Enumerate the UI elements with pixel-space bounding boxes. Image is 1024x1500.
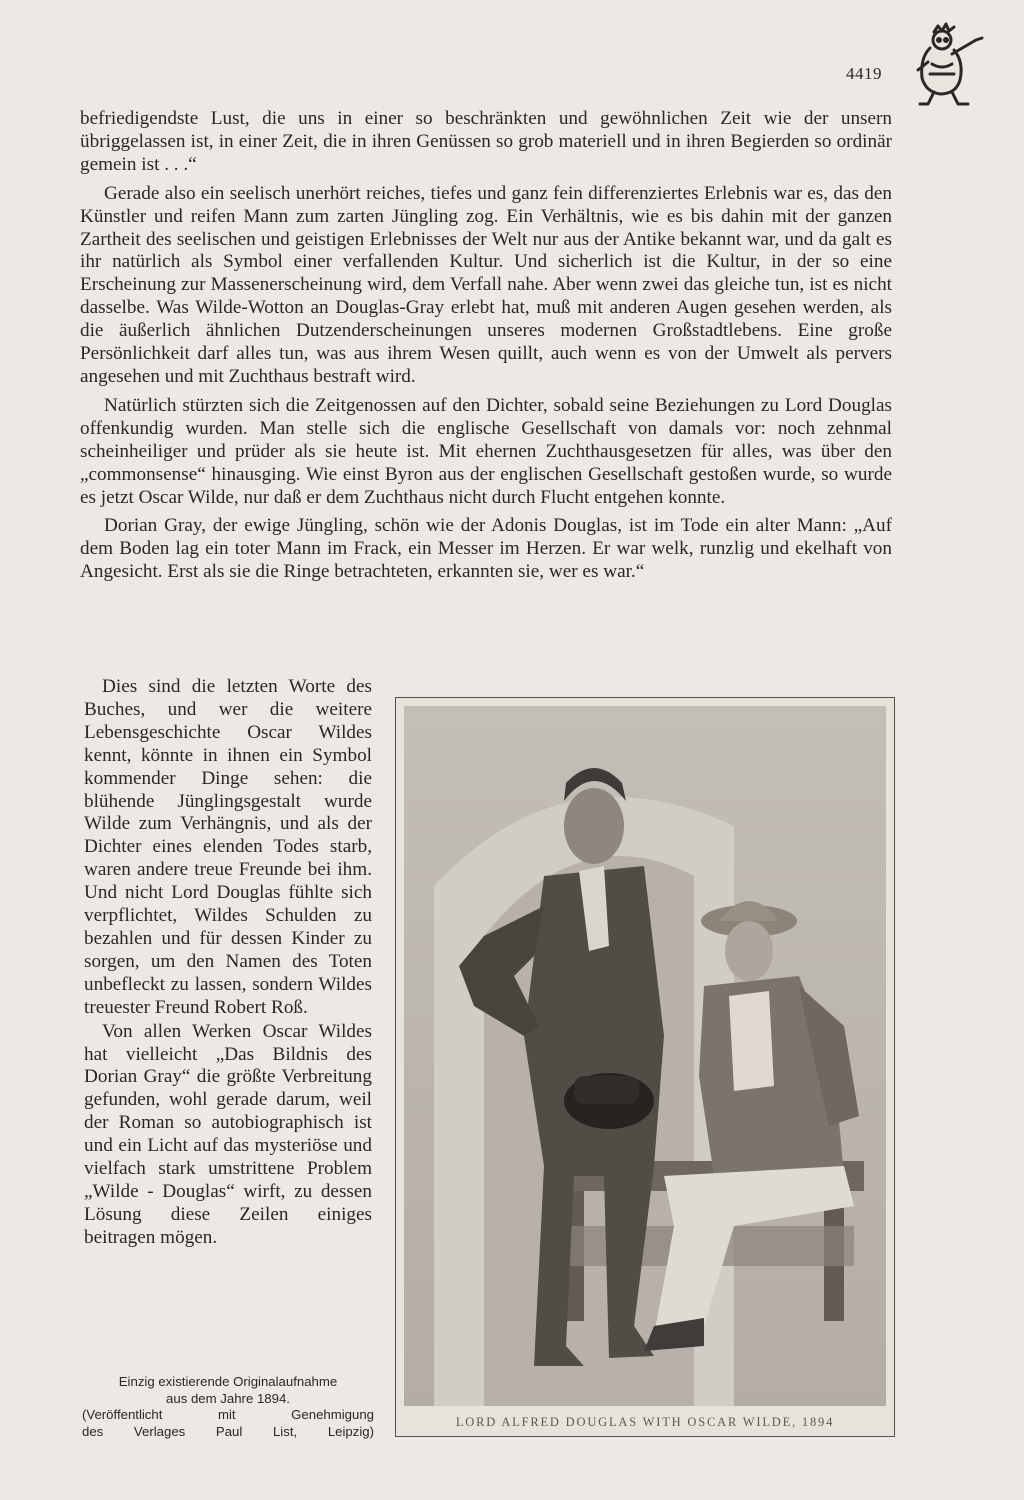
paragraph-3: Natürlich stürzten sich die Zeitgenossen auf den Dichter, sobald seine Beziehungen zu Lord Douglas offenkundig wurden. Man stelle sich die englische Gesellschaft von damals vor: noch zehnmal scheinheiliger und prüder als sie heute ist. Mit ehernen Zuchthausgesetzen für alles, was über den „commonsense“ hinausging. Wie einst Byron aus der englischen Gesellschaft gestoßen wurde, so wurde es jetzt Oscar Wilde, nur daß er dem Zuchthaus nicht durch Flucht entgehen konnte. bbox=[80, 394, 892, 508]
page-number: 4419 bbox=[846, 64, 882, 83]
main-text-block bbox=[80, 108, 892, 584]
paragraph-4: Dorian Gray, der ewige Jüngling, schön wie der Adonis Douglas, ist im Tode ein alter Mann: „Auf dem Boden lag ein toter Mann im Frack, ein Messer im Herzen. Er war welk, runzlig und ekelhaft von Angesicht. Erst als sie die Ringe betrachteten, erkannten sie, wer es war.“ bbox=[80, 515, 892, 583]
left-column-text bbox=[84, 676, 372, 1250]
caption-line-4: des Verlages Paul List, Leipzig) bbox=[82, 1423, 374, 1439]
left-paragraph-1: Dies sind die letzten Worte des Buches, und wer die weitere Lebensgeschichte Oscar Wildes kennt, könnte in ihnen ein Symbol kommender Dinge sehen: die blühende Jünglingsgestalt wurde Wilde zum Verhängnis, und als der Dichter eines elenden Todes starb, waren andere treue Freunde bei ihm. Und nicht Lord Douglas fühlte sich verpflichtet, Wildes Schulden zu bezahlen und für dessen Kinder zu sorgen, um den Namen des Toten unbefleckt zu lassen, sondern Wildes treuester Freund Robert Roß. bbox=[84, 676, 372, 1018]
photo-caption: LORD ALFRED DOUGLAS WITH OSCAR WILDE, 1894 bbox=[455, 1415, 835, 1429]
caption-line-2: aus dem Jahre 1894. bbox=[166, 1390, 290, 1406]
left-paragraph-2: Von allen Werken Oscar Wildes hat vielleicht „Das Bildnis des Dorian Gray“ die größte Verbreitung gefunden, wohl gerade darum, weil der Roman so autobiographisch ist und ein Licht auf das mysteriöse und vielfach stark umstrittene Problem „Wilde - Douglas“ wirft, zu dessen Lösung diese Zeilen einiges beitragen mögen. bbox=[84, 1020, 372, 1248]
paragraph-2: Gerade also ein seelisch unerhört reiches, tiefes und ganz fein differenziertes Erlebnis war es, das den Künstler und reifen Mann zum zarten Jüngling zog. Ein Verhältnis, wie es bis dahin mit der ganzen Zartheit des seelischen und geistigen Erlebnisses der Welt nur aus der Antike bekannt war, und da galt es ihr natürlich als Symbol einer verfallenden Kultur. Und sicherlich ist die Kultur, in der so eine Erscheinung zur Massenerscheinung wird, dem Verfall nahe. Aber wenn zwei das gleiche tun, ist es nicht dasselbe. Was Wilde-Wotton an Douglas-Gray erlebt hat, muß mit anderen Augen gesehen werden, als die äußerlich ähnlichen Dutzenderscheinungen unseres modernen Großstadtlebens. Eine große Persönlichkeit darf alles tun, was aus ihrem Wesen quillt, auch wenn es von der Umwelt als pervers angesehen und mit Zuchthaus bestraft wird. bbox=[80, 182, 892, 387]
paragraph-1: befriedigendste Lust, die uns in einer so beschränkten und gewöhnlichen Zeit wie der unsern übriggelassen ist, in einer Zeit, die in ihren Genüssen so grob materiell und in ihren Begierden so ordinär gemein ist . . .“ bbox=[80, 108, 892, 175]
photograph-frame bbox=[395, 697, 895, 1437]
photograph bbox=[404, 706, 886, 1406]
jester-figure-icon bbox=[900, 18, 992, 110]
photo-credit-caption bbox=[82, 1374, 374, 1440]
caption-line-1: Einzig existierende Originalaufnahme bbox=[118, 1374, 338, 1389]
caption-line-3: (Veröffentlicht mit Genehmigung bbox=[82, 1407, 374, 1422]
